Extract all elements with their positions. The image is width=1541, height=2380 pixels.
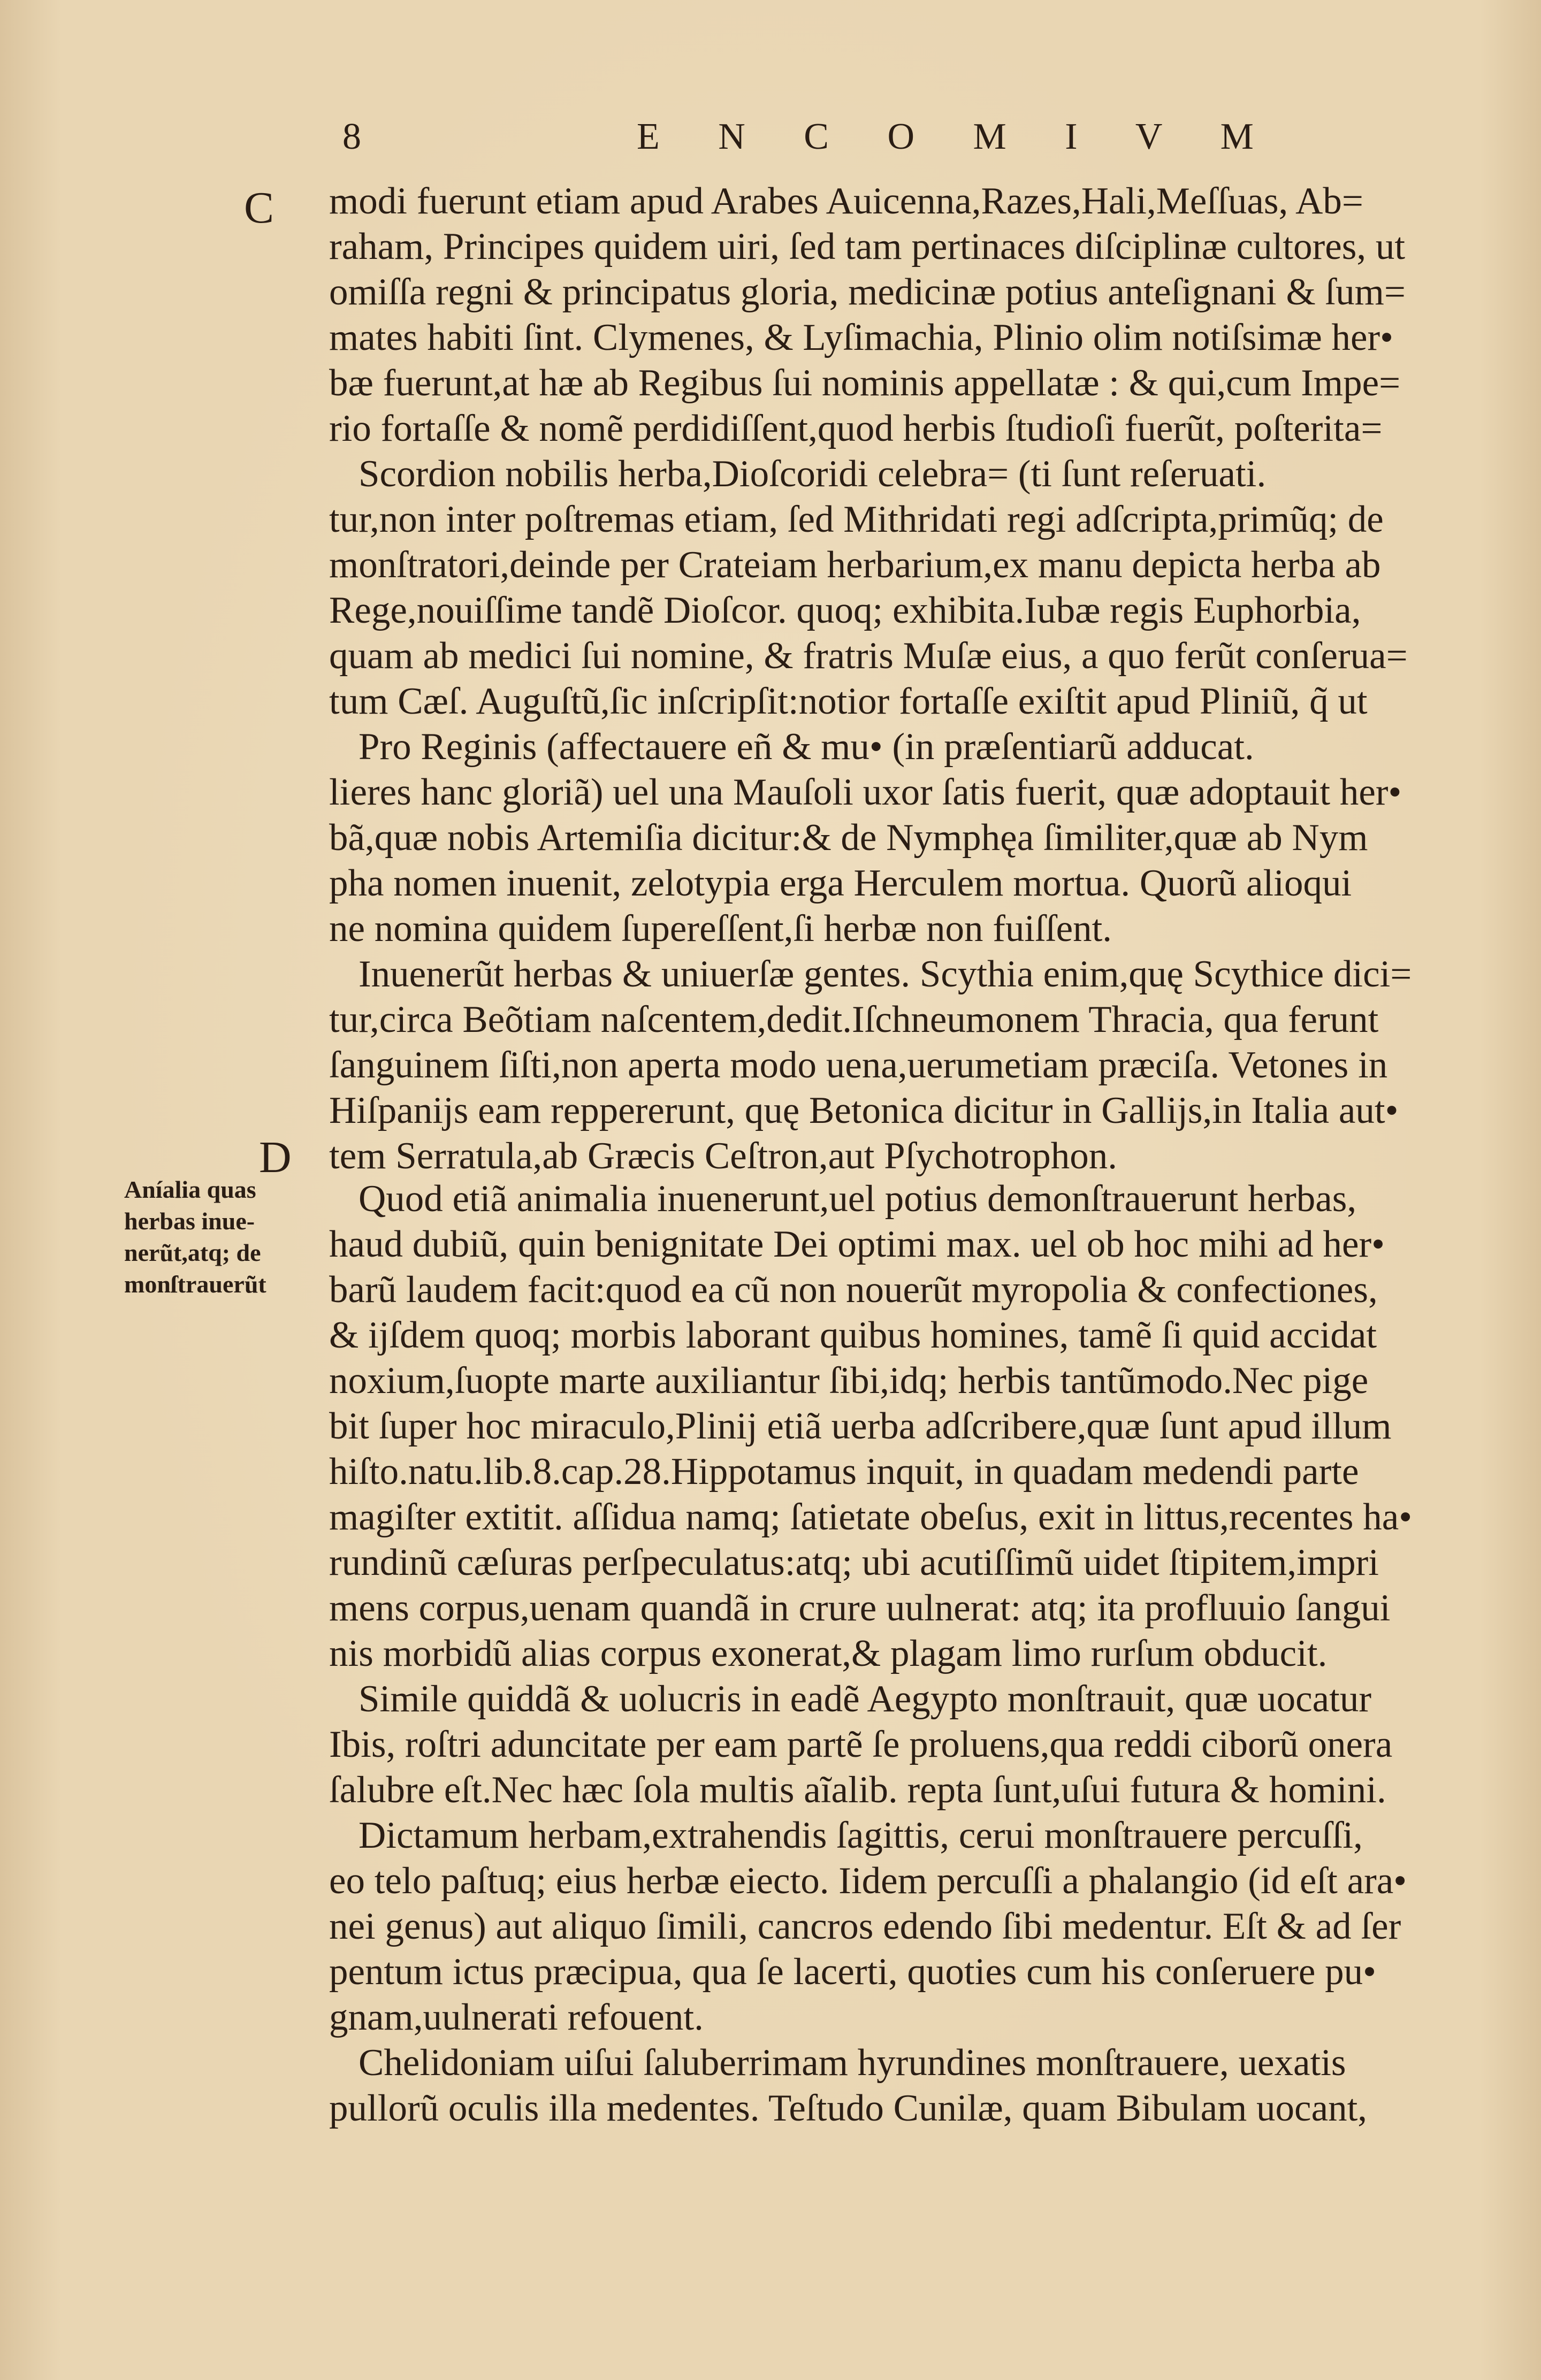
side-note-line: nerũt,atq; de (124, 1239, 261, 1266)
text-line: bæ fuerunt,at hæ ab Regibus ſui nominis appellatæ : & qui,cum Impe= (329, 362, 1401, 404)
text-line: rio fortaſſe & nomẽ perdidiſſent,quod herbis ſtudioſi fuerũt, poſterita= (329, 408, 1383, 449)
text-line: magiſter extitit. aſſidua namq; ſatietate obeſus, exit in littus,recentes ha• (329, 1496, 1413, 1538)
text-line: Quod etiã animalia inuenerunt,uel potius demonſtrauerunt herbas, (358, 1178, 1357, 1220)
text-line: bit ſuper hoc miraculo,Plinij etiã uerba adſcribere,quæ ſunt apud illum (329, 1405, 1392, 1447)
text-line: tur,circa Beõtiam naſcentem,dedit.Iſchneumonem Thracia, qua ferunt (329, 999, 1379, 1040)
folio-number: 8 (342, 116, 361, 157)
text-line: eo telo paſtuq; eius herbæ eiecto. Iidem percuſſi a phalangio (id eſt ara• (329, 1860, 1407, 1902)
section-marker-d: D (259, 1132, 292, 1182)
text-line: Simile quiddã & uolucris in eadẽ Aegypto monſtrauit, quæ uocatur (358, 1678, 1372, 1720)
text-line: tur,non inter poſtremas etiam, ſed Mithridati regi adſcripta,primũq; de (329, 499, 1384, 540)
text-line: tem Serratula,ab Græcis Ceſtron,aut Pſychotrophon. (329, 1135, 1117, 1177)
text-line: Scordion nobilis herba,Dioſcoridi celebra= (ti ſunt reſeruati. (358, 453, 1267, 495)
text-line: & ijſdem quoq; morbis laborant quibus homines, tamẽ ſi quid accidat (329, 1314, 1377, 1356)
section-marker-c: C (244, 183, 274, 233)
text-line: raham, Principes quidem uiri, ſed tam pertinaces diſciplinæ cultores, ut (329, 226, 1406, 267)
side-note-line: herbas inue- (124, 1207, 255, 1235)
text-line: hiſto.natu.lib.8.cap.28.Hippotamus inquit, in quadam medendi parte (329, 1451, 1359, 1493)
text-line: pullorũ oculis illa medentes. Teſtudo Cunilæ, quam Bibulam uocant, (329, 2087, 1368, 2129)
running-title: E N C O M I V M (637, 116, 1278, 157)
text-line: mates habiti ſint. Clymenes, & Lyſimachia, Plinio olim notiſsimæ her• (329, 317, 1394, 358)
text-line: quam ab medici ſui nomine, & fratris Muſæ eius, a quo ferũt conſerua= (329, 635, 1408, 677)
text-line: ſanguinem ſiſti,non aperta modo uena,uerumetiam præciſa. Vetones in (329, 1044, 1388, 1086)
text-line: pha nomen inuenit, zelotypia erga Herculem mortua. Quorũ alioqui (329, 862, 1352, 904)
text-line: mens corpus,uenam quandã in crure uulnerat: atq; ita profluuio ſangui (329, 1587, 1391, 1629)
text-line: gnam,uulnerati refouent. (329, 1996, 704, 2038)
text-line: barũ laudem facit:quod ea cũ non nouerũt myropolia & confectiones, (329, 1269, 1378, 1311)
text-line: Rege,nouiſſime tandẽ Dioſcor. quoq; exhibita.Iubæ regis Euphorbia, (329, 590, 1361, 631)
text-line: lieres hanc gloriã) uel una Mauſoli uxor ſatis fuerit, quæ adoptauit her• (329, 771, 1402, 813)
text-line: tum Cæſ. Auguſtũ,ſic inſcripſit:notior fortaſſe exiſtit apud Pliniũ, q̃ ut (329, 680, 1368, 722)
text-line: Chelidoniam uiſui ſaluberrimam hyrundines monſtrauere, uexatis (358, 2042, 1346, 2084)
text-line: haud dubiũ, quin benignitate Dei optimi max. uel ob hoc mihi ad her• (329, 1223, 1385, 1265)
side-note-line: Aníalia quas (124, 1176, 256, 1203)
text-line: pentum ictus præcipua, qua ſe lacerti, quoties cum his conſeruere pu• (329, 1951, 1377, 1993)
text-line: nei genus) aut aliquo ſimili, cancros edendo ſibi medentur. Eſt & ad ſer (329, 1905, 1401, 1947)
text-line: nis morbidũ alias corpus exonerat,& plagam limo rurſum obducit. (329, 1633, 1328, 1674)
text-line: Dictamum herbam,extrahendis ſagittis, cerui monſtrauere percuſſi, (358, 1815, 1363, 1856)
text-line: rundinũ cæſuras perſpeculatus:atq; ubi acutiſſimũ uidet ſtipitem,impri (329, 1542, 1379, 1583)
text-line: Pro Reginis (affectauere eñ & mu• (in præſentiarũ adducat. (358, 726, 1254, 768)
text-line: ne nomina quidem ſupereſſent,ſi herbæ non fuiſſent. (329, 908, 1112, 950)
text-line: noxium,ſuopte marte auxiliantur ſibi,idq; herbis tantũmodo.Nec pige (329, 1360, 1369, 1402)
text-line: Ibis, roſtri aduncitate per eam partẽ ſe proluens,qua reddi ciborũ onera (329, 1724, 1393, 1765)
side-note-line: monſtrauerũt (124, 1271, 266, 1298)
text-line: monſtratori,deinde per Crateiam herbarium,ex manu depicta herba ab (329, 544, 1381, 586)
text-line: modi fuerunt etiam apud Arabes Auicenna,Razes,Hali,Meſſuas, Ab= (329, 180, 1363, 222)
text-line: Hiſpanijs eam reppererunt, quę Betonica dicitur in Gallijs,in Italia aut• (329, 1090, 1399, 1131)
text-line: Inuenerũt herbas & uniuerſæ gentes. Scythia enim,quę Scythice dici= (358, 953, 1412, 995)
text-line: omiſſa regni & principatus gloria, medicinæ potius anteſignani & ſum= (329, 271, 1406, 313)
text-line: bã,quæ nobis Artemiſia dicitur:& de Nymphęa ſimiliter,quæ ab Nym (329, 817, 1368, 859)
text-line: ſalubre eſt.Nec hæc ſola multis aĩalib. repta ſunt,uſui futura & homini. (329, 1769, 1386, 1811)
